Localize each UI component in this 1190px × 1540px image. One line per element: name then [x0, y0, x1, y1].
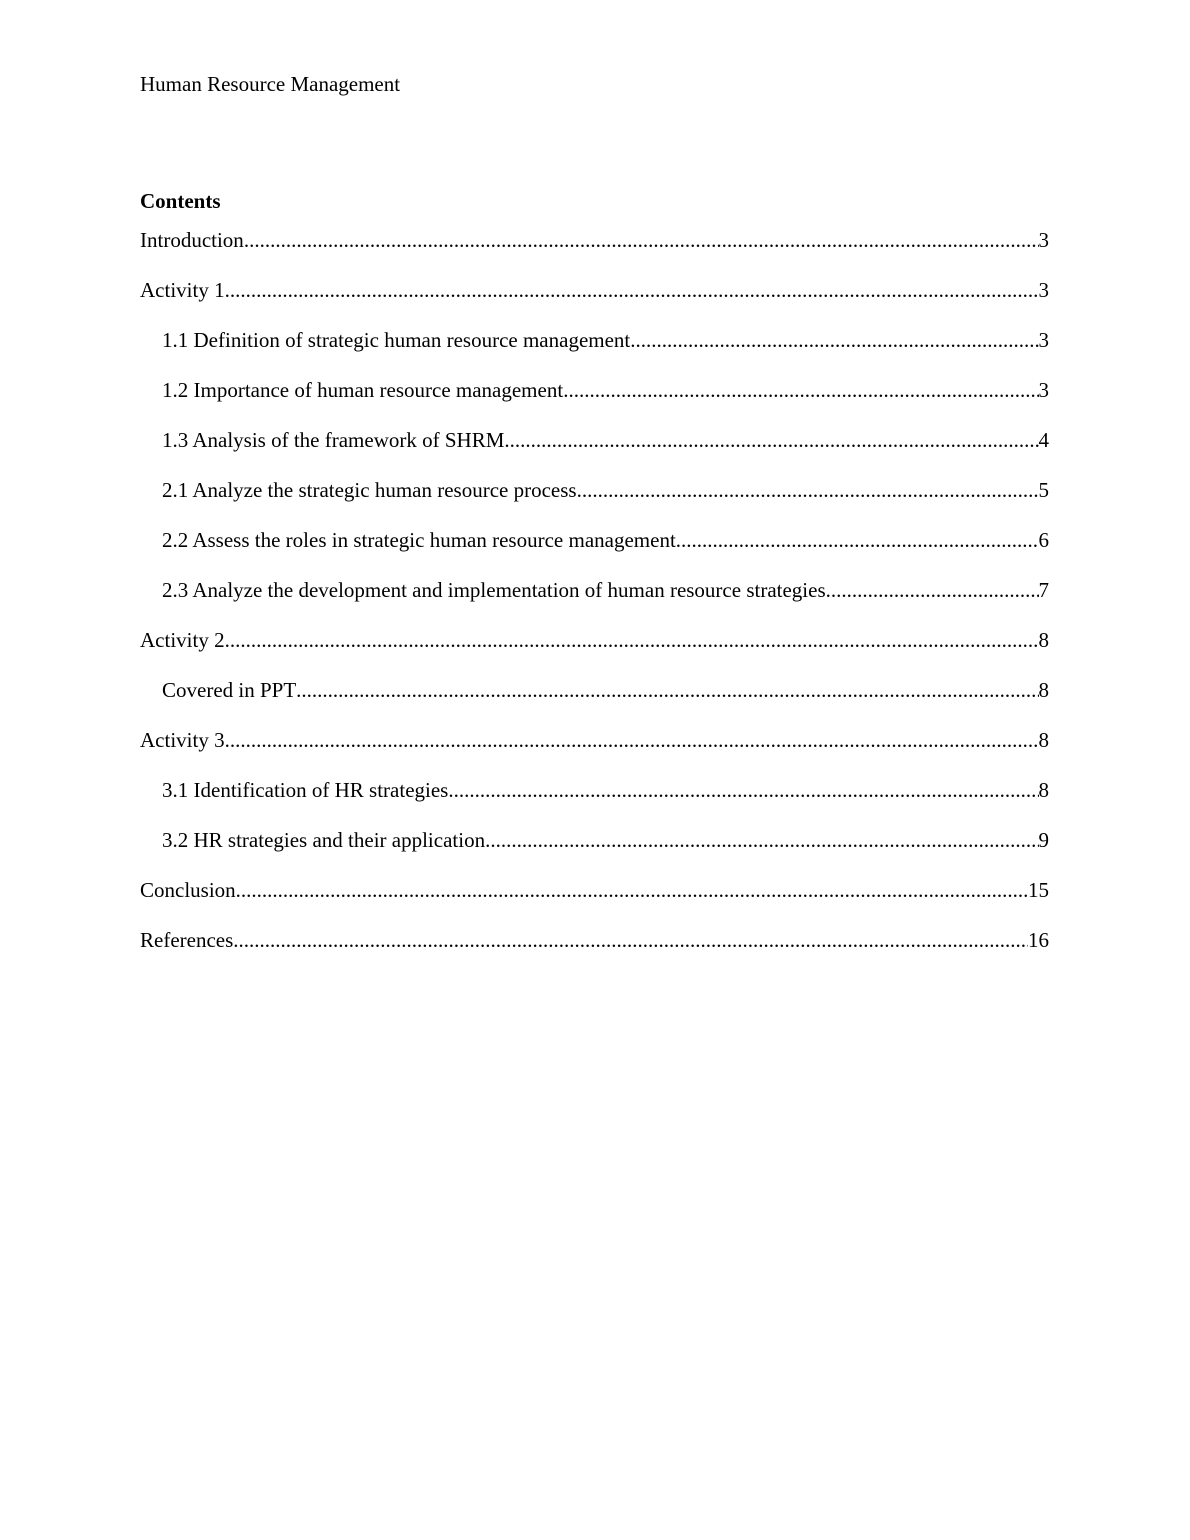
dot-leader — [296, 676, 1038, 704]
toc-entry-3-1[interactable] — [140, 776, 1049, 826]
toc-entry-title: 1.2 Importance of human resource management — [162, 378, 564, 402]
toc-entry-page: 16 — [1028, 928, 1049, 952]
dot-leader — [577, 476, 1039, 504]
dot-leader — [225, 626, 1039, 654]
toc-entry-references[interactable] — [140, 926, 1049, 976]
toc-entry-page: 8 — [1038, 628, 1049, 652]
dot-leader — [676, 526, 1039, 554]
toc-entry-page: 6 — [1038, 528, 1049, 552]
dot-leader — [225, 726, 1039, 754]
toc-entry-title: Activity 2 — [140, 628, 225, 652]
running-header: Human Resource Management — [140, 72, 401, 96]
toc-entry-activity-2[interactable] — [140, 626, 1049, 676]
toc-entry-activity-3[interactable] — [140, 726, 1049, 776]
dot-leader — [630, 326, 1038, 354]
toc-entry-page: 8 — [1038, 728, 1049, 752]
toc-entry-1-3[interactable] — [140, 426, 1049, 476]
toc-entry-2-3[interactable] — [140, 576, 1049, 626]
toc-entry-page: 15 — [1028, 878, 1049, 902]
toc-entry-title: 3.1 Identification of HR strategies — [162, 778, 449, 802]
dot-leader — [826, 576, 1039, 604]
toc-entry-title: Covered in PPT — [162, 678, 297, 702]
toc-entry-page: 8 — [1038, 678, 1049, 702]
toc-entry-page: 3 — [1038, 278, 1049, 302]
toc-entry-introduction[interactable] — [140, 226, 1049, 276]
toc-entry-covered-in-ppt[interactable] — [140, 676, 1049, 726]
toc-entry-title: 3.2 HR strategies and their application — [162, 828, 486, 852]
dot-leader — [448, 776, 1038, 804]
toc-entry-title: 2.1 Analyze the strategic human resource process — [162, 478, 577, 502]
toc-entry-page: 9 — [1038, 828, 1049, 852]
dot-leader — [485, 826, 1038, 854]
toc-entry-2-1[interactable] — [140, 476, 1049, 526]
toc-entry-3-2[interactable] — [140, 826, 1049, 876]
toc-entry-2-2[interactable] — [140, 526, 1049, 576]
dot-leader — [244, 226, 1039, 254]
dot-leader — [236, 876, 1028, 904]
toc-entry-page: 4 — [1038, 428, 1049, 452]
table-of-contents — [140, 226, 1049, 976]
toc-heading: Contents — [140, 189, 221, 213]
toc-entry-page: 3 — [1038, 228, 1049, 252]
toc-entry-title: Activity 3 — [140, 728, 225, 752]
toc-entry-title: Activity 1 — [140, 278, 225, 302]
toc-entry-title: References — [140, 928, 234, 952]
toc-entry-conclusion[interactable] — [140, 876, 1049, 926]
toc-entry-page: 5 — [1038, 478, 1049, 502]
toc-entry-title: 1.1 Definition of strategic human resource management — [162, 328, 631, 352]
toc-entry-title: Conclusion — [140, 878, 236, 902]
toc-entry-title: 1.3 Analysis of the framework of SHRM — [162, 428, 505, 452]
toc-entry-page: 7 — [1038, 578, 1049, 602]
dot-leader — [233, 926, 1028, 954]
toc-entry-page: 3 — [1038, 328, 1049, 352]
toc-entry-1-1[interactable] — [140, 326, 1049, 376]
toc-entry-title: 2.3 Analyze the development and implementation of human resource strategies — [162, 578, 826, 602]
toc-entry-page: 3 — [1038, 378, 1049, 402]
toc-entry-page: 8 — [1038, 778, 1049, 802]
toc-entry-title: Introduction — [140, 228, 244, 252]
toc-entry-title: 2.2 Assess the roles in strategic human resource management — [162, 528, 676, 552]
dot-leader — [563, 376, 1038, 404]
toc-entry-activity-1[interactable] — [140, 276, 1049, 326]
dot-leader — [504, 426, 1038, 454]
dot-leader — [225, 276, 1039, 304]
toc-entry-1-2[interactable] — [140, 376, 1049, 426]
